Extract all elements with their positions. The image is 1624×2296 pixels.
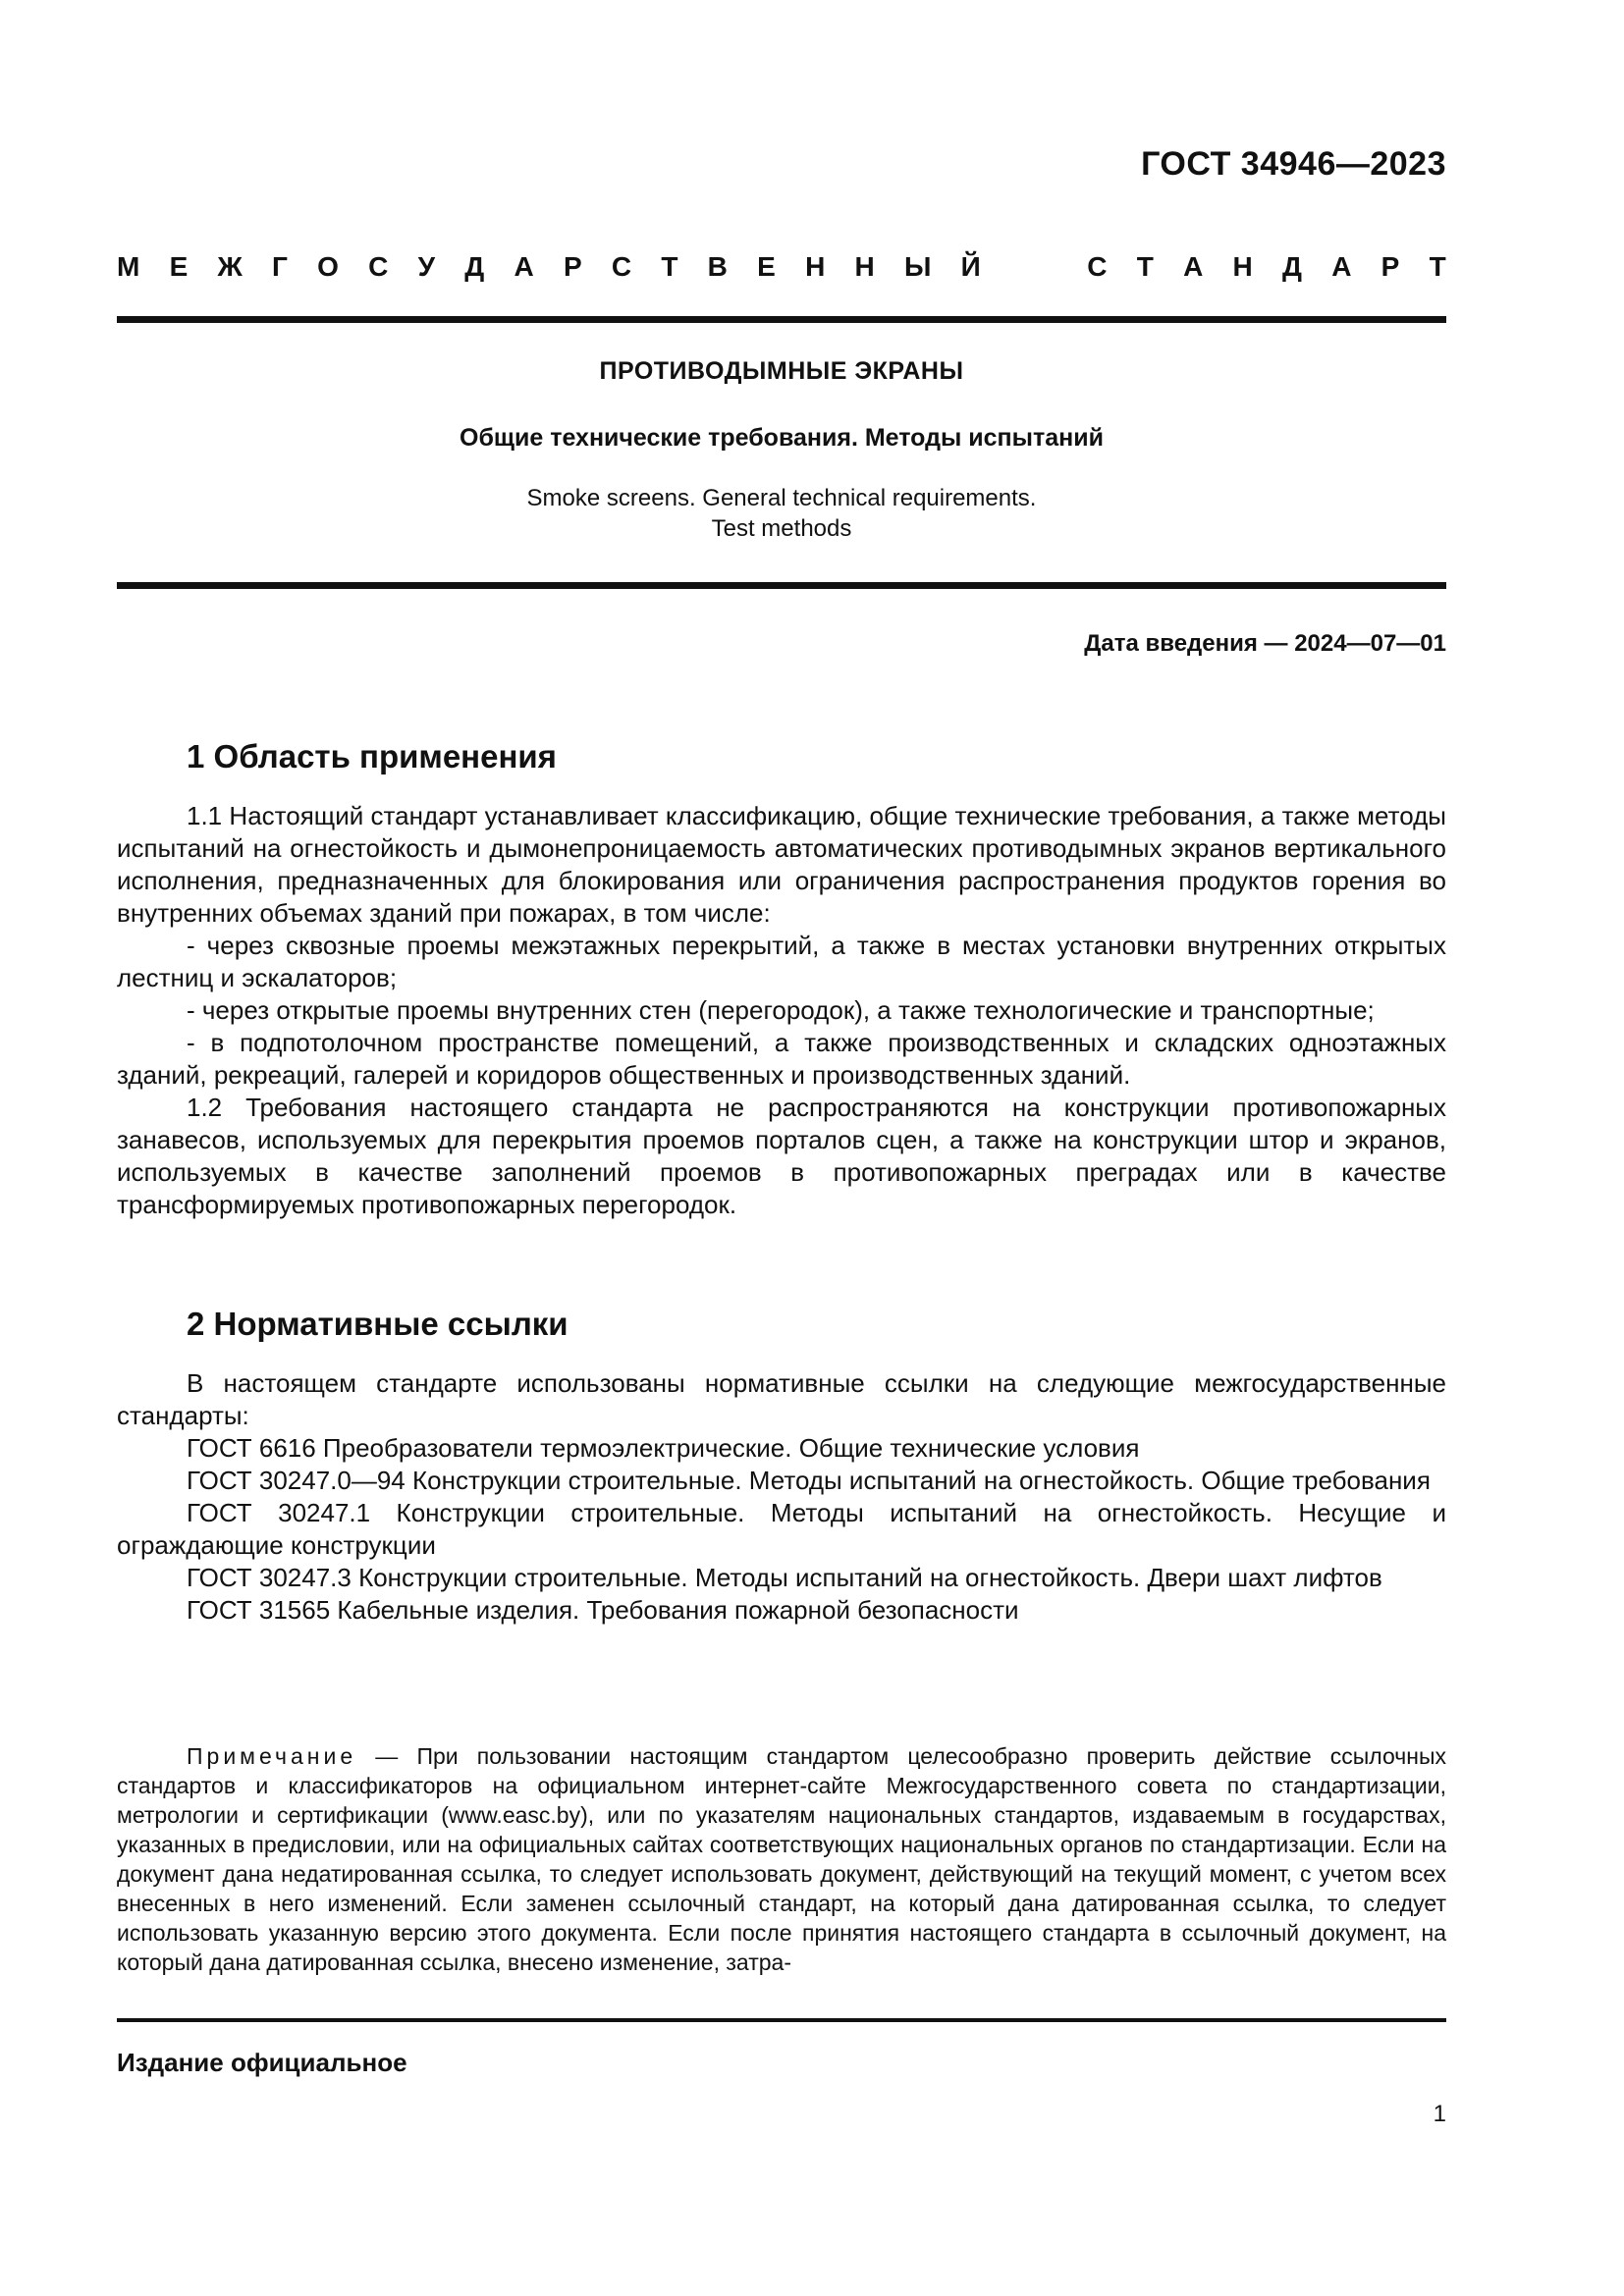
banner-letter: У (417, 251, 436, 282)
paragraph: 1.1 Настоящий стандарт устанавливает классификацию, общие технические требования, а также методы испытаний на огнестойкость и дымонепроницаемость автоматических противодымных экранов вертикального исполнения, предназначенных для блокирования или ограничения распространения продуктов горения во внутренних объемах зданий при пожарах, в том числе: (117, 801, 1446, 928)
banner-letter: В (707, 251, 728, 282)
document-subtitle: Общие технические требования. Методы испытаний (460, 424, 1104, 452)
list-item: - через открытые проемы внутренних стен (перегородок), а также технологические и транспортные; (187, 995, 1375, 1025)
list-item: - в подпотолочном пространстве помещений, а также производственных и складских одноэтажных зданий, рекреаций, галерей и коридоров общественных и производственных зданий. (117, 1028, 1446, 1090)
banner-letter: Д (464, 251, 485, 282)
banner-letter: Й (960, 251, 981, 282)
banner-letter: А (1331, 251, 1352, 282)
paragraph: В настоящем стандарте использованы нормативные ссылки на следующие межгосударственные стандарты: (117, 1368, 1446, 1430)
note-label: Примечание (187, 1743, 357, 1769)
banner-letter: А (1183, 251, 1204, 282)
section-scope-body (117, 800, 1446, 1221)
reference-item: ГОСТ 6616 Преобразователи термоэлектрические. Общие технические условия (187, 1433, 1140, 1463)
list-item: - через сквозные проемы межэтажных перекрытий, а также в местах установки внутренних открытых лестниц и эскалаторов; (117, 931, 1446, 992)
note-text: — При пользовании настоящим стандартом целесообразно проверить действие ссылочных стандартов и классификаторов на официальном интернет-сайте Межгосударственного совета по стандартизации, метрологии и сертификации (www.easc.by), или по указателям национальных стандартов, издаваемым в государствах, указанных в предисловии, или на официальных сайтах соответствующих национальных органов по стандартизации. Если на документ дана недатированная ссылка, то следует использовать документ, действующий на текущий момент, с учетом всех внесенных в него изменений. Если заменен ссылочный стандарт, на который дана датированная ссылка, то следует использовать указанную версию этого документа. Если после принятия настоящего стандарта в ссылочный документ, на который дана датированная ссылка, внесено изменение, затра- (117, 1743, 1446, 1975)
banner-letter: Н (1232, 251, 1253, 282)
english-title-line: Test methods (711, 515, 852, 542)
banner-letter: С (611, 251, 632, 282)
reference-item: ГОСТ 31565 Кабельные изделия. Требования пожарной безопасности (187, 1595, 1019, 1625)
banner-word-gap (1010, 251, 1057, 283)
banner-letter: Ы (904, 251, 932, 282)
banner-letter: Е (757, 251, 776, 282)
banner-letter: Д (1282, 251, 1302, 282)
banner-letter: Р (1380, 251, 1400, 282)
banner-letter: Т (661, 251, 678, 282)
section-references-body (117, 1367, 1446, 1627)
banner-letter: Н (805, 251, 826, 282)
interstate-standard-banner (117, 251, 1446, 283)
banner-letter: С (368, 251, 389, 282)
banner-letter: Т (1429, 251, 1446, 282)
page-number: 1 (1433, 2101, 1446, 2127)
english-title-line: Smoke screens. General technical requirements. (526, 485, 1037, 511)
title-divider (117, 582, 1446, 589)
banner-letter: Н (854, 251, 875, 282)
official-edition-label: Издание официальное (117, 2048, 407, 2077)
section-heading-scope: 1 Область применения (187, 738, 557, 774)
banner-letter: С (1087, 251, 1108, 282)
banner-letter: М (117, 251, 140, 282)
section-heading-references: 2 Нормативные ссылки (187, 1306, 568, 1342)
banner-letter: Ж (217, 251, 243, 282)
banner-letter: Т (1136, 251, 1154, 282)
top-divider (117, 316, 1446, 323)
doc-number: ГОСТ 34946—2023 (1141, 145, 1446, 183)
banner-letter: Р (563, 251, 582, 282)
banner-letter: Е (169, 251, 189, 282)
footer-divider (117, 2018, 1446, 2022)
paragraph: 1.2 Требования настоящего стандарта не распространяются на конструкции противопожарных занавесов, используемых для перекрытия проемов порталов сцен, а также на конструкции штор и экранов, используемых в качестве заполнений проемов в противопожарных преградах или в качестве трансформируемых противопожарных перегородок. (117, 1093, 1446, 1219)
reference-item: ГОСТ 30247.1 Конструкции строительные. Методы испытаний на огнестойкость. Несущие и ограждающие конструкции (117, 1498, 1446, 1560)
banner-letter: Г (272, 251, 288, 282)
note-block (117, 1741, 1446, 1977)
reference-item: ГОСТ 30247.3 Конструкции строительные. Методы испытаний на огнестойкость. Двери шахт лифтов (187, 1563, 1382, 1592)
banner-letter: О (317, 251, 339, 282)
introduction-date: Дата введения — 2024—07—01 (1084, 630, 1446, 657)
english-title (117, 483, 1446, 544)
reference-item: ГОСТ 30247.0—94 Конструкции строительные. Методы испытаний на огнестойкость. Общие требования (187, 1466, 1431, 1495)
banner-letter: А (514, 251, 534, 282)
document-title: ПРОТИВОДЫМНЫЕ ЭКРАНЫ (599, 357, 964, 385)
